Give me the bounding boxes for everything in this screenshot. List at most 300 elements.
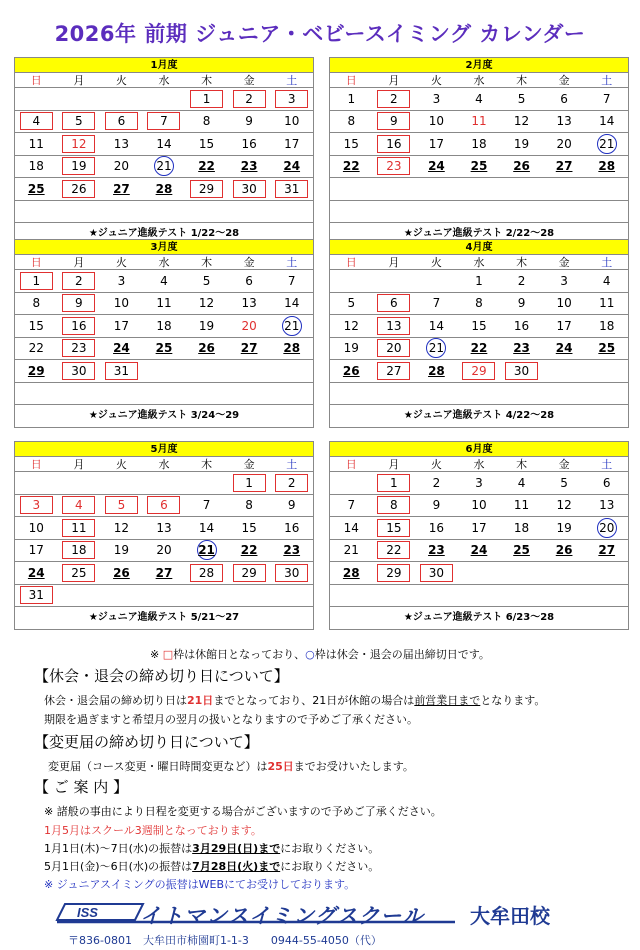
day-cell xyxy=(415,383,458,406)
day-number: 20 xyxy=(113,159,130,174)
day-number: 30 xyxy=(275,564,308,582)
weekday-header: 日 xyxy=(15,457,58,472)
day-cell xyxy=(543,472,586,495)
day-cell xyxy=(58,562,101,585)
day-number: 25 xyxy=(27,181,45,196)
day-number: 12 xyxy=(113,520,130,535)
day-cell xyxy=(185,201,228,224)
day-cell xyxy=(228,383,271,406)
day-number: 18 xyxy=(62,541,95,559)
day-number: 12 xyxy=(198,296,215,311)
day-cell xyxy=(185,338,228,361)
test-period: ★ジュニア進級テスト 6/23～28 xyxy=(403,612,555,623)
day-cell xyxy=(58,360,101,383)
day-cell xyxy=(185,585,228,608)
day-cell xyxy=(270,156,313,179)
day-number: 28 xyxy=(598,159,616,174)
day-cell xyxy=(585,517,628,540)
day-number: 13 xyxy=(113,136,130,151)
day-cell xyxy=(270,338,313,361)
day-number: 3 xyxy=(432,91,441,106)
day-cell xyxy=(100,156,143,179)
day-number: 28 xyxy=(428,363,445,378)
day-cell xyxy=(500,270,543,293)
day-cell xyxy=(585,585,628,608)
day-cell xyxy=(143,360,186,383)
day-cell xyxy=(373,585,416,608)
weekday-header: 木 xyxy=(500,457,543,472)
weekday-header: 火 xyxy=(415,255,458,270)
guide-line-3: 1月1日(木)～7日(水)の振替は3月29日(日)までにお取りください。 xyxy=(44,842,380,855)
day-number: 16 xyxy=(428,520,445,535)
day-number: 26 xyxy=(62,180,95,198)
day-number: 7 xyxy=(147,112,180,130)
month-calendar xyxy=(329,57,629,246)
day-cell xyxy=(500,472,543,495)
day-cell xyxy=(585,156,628,179)
day-cell xyxy=(100,585,143,608)
day-cell xyxy=(585,88,628,111)
month-label: 3月度 xyxy=(15,240,313,255)
day-cell xyxy=(100,495,143,518)
day-cell xyxy=(185,156,228,179)
day-number: 11 xyxy=(156,296,172,311)
day-cell xyxy=(330,156,373,179)
day-cell xyxy=(15,293,58,316)
day-cell xyxy=(100,540,143,563)
day-number: 23 xyxy=(513,341,530,356)
day-cell xyxy=(185,270,228,293)
day-cell xyxy=(58,540,101,563)
test-period: ★ジュニア進級テスト 3/24～29 xyxy=(88,410,240,421)
day-cell xyxy=(415,293,458,316)
day-cell xyxy=(100,88,143,111)
day-cell xyxy=(458,562,501,585)
day-number: 22 xyxy=(28,341,44,356)
day-number: 12 xyxy=(343,318,359,333)
day-cell xyxy=(185,133,228,156)
day-number: 28 xyxy=(155,181,173,196)
day-number: 19 xyxy=(198,318,215,333)
guide-line-4: 5月1日(金)～6日(水)の振替は7月28日(火)までにお取りください。 xyxy=(44,860,380,873)
day-number: 19 xyxy=(343,341,359,356)
day-number: 28 xyxy=(283,341,301,356)
day-number: 13 xyxy=(377,317,410,335)
test-period: ★ジュニア進級テスト 4/22～28 xyxy=(403,410,555,421)
day-number: 28 xyxy=(342,565,360,580)
day-number: 13 xyxy=(241,296,257,311)
test-period: ★ジュニア進級テスト 5/21～27 xyxy=(88,612,240,623)
month-label: 1月度 xyxy=(15,58,313,73)
month-calendar xyxy=(14,57,314,246)
weekday-header: 火 xyxy=(100,457,143,472)
weekday-header: 日 xyxy=(330,73,373,88)
weekday-header: 日 xyxy=(15,73,58,88)
day-cell xyxy=(270,201,313,224)
day-number: 7 xyxy=(287,273,296,288)
day-number: 13 xyxy=(556,114,572,129)
day-cell xyxy=(228,338,271,361)
day-cell xyxy=(458,156,501,179)
day-number: 20 xyxy=(377,339,410,357)
day-cell xyxy=(373,472,416,495)
day-number: 19 xyxy=(556,520,572,535)
day-cell xyxy=(15,517,58,540)
day-number: 6 xyxy=(377,294,410,312)
day-cell xyxy=(15,111,58,134)
day-number: 26 xyxy=(555,543,573,558)
day-cell xyxy=(58,293,101,316)
day-number: 25 xyxy=(598,341,616,356)
day-cell xyxy=(58,585,101,608)
month-calendar xyxy=(14,441,314,630)
day-cell xyxy=(143,562,186,585)
weekday-header: 金 xyxy=(228,73,271,88)
day-cell xyxy=(330,88,373,111)
day-number: 1 xyxy=(190,90,223,108)
day-cell xyxy=(185,383,228,406)
day-cell xyxy=(500,156,543,179)
day-number: 19 xyxy=(62,157,95,175)
day-cell xyxy=(543,315,586,338)
day-cell xyxy=(500,88,543,111)
day-cell xyxy=(373,178,416,201)
day-number: 23 xyxy=(428,543,445,558)
day-number: 9 xyxy=(377,112,410,130)
day-number: 10 xyxy=(556,296,572,311)
day-cell xyxy=(228,562,271,585)
day-number: 21 xyxy=(154,156,174,176)
month-label: 5月度 xyxy=(15,442,313,457)
day-cell xyxy=(543,495,586,518)
day-number: 2 xyxy=(377,90,410,108)
day-number: 20 xyxy=(556,136,572,151)
day-number: 27 xyxy=(113,181,130,196)
day-number: 24 xyxy=(555,341,573,356)
day-cell xyxy=(143,178,186,201)
weekday-header: 水 xyxy=(143,73,186,88)
day-cell xyxy=(458,293,501,316)
day-cell xyxy=(100,293,143,316)
weekday-header: 土 xyxy=(270,255,313,270)
day-number: 5 xyxy=(202,273,211,288)
day-cell xyxy=(143,156,186,179)
day-cell xyxy=(543,540,586,563)
day-cell xyxy=(500,360,543,383)
day-cell xyxy=(458,540,501,563)
day-cell xyxy=(228,293,271,316)
day-cell xyxy=(185,360,228,383)
day-number: 22 xyxy=(198,159,215,174)
day-cell xyxy=(458,270,501,293)
day-cell xyxy=(100,270,143,293)
day-cell xyxy=(500,562,543,585)
day-cell xyxy=(100,360,143,383)
day-cell xyxy=(458,517,501,540)
day-cell xyxy=(415,338,458,361)
day-cell xyxy=(543,562,586,585)
day-number: 1 xyxy=(233,474,266,492)
day-number: 5 xyxy=(560,475,568,490)
day-number: 5 xyxy=(62,112,95,130)
day-cell xyxy=(415,178,458,201)
day-cell xyxy=(373,338,416,361)
day-number: 9 xyxy=(62,294,95,312)
day-cell xyxy=(543,585,586,608)
day-cell xyxy=(543,517,586,540)
day-cell xyxy=(543,111,586,134)
day-number: 9 xyxy=(287,498,296,513)
day-cell xyxy=(543,156,586,179)
weekday-header: 日 xyxy=(15,255,58,270)
day-number: 2 xyxy=(517,273,526,288)
weekday-header: 月 xyxy=(58,255,101,270)
day-number: 11 xyxy=(471,114,487,129)
day-cell xyxy=(415,88,458,111)
day-cell xyxy=(228,540,271,563)
day-cell xyxy=(185,540,228,563)
day-number: 15 xyxy=(343,136,359,151)
month-label: 4月度 xyxy=(330,240,628,255)
day-number: 30 xyxy=(62,362,95,380)
day-number: 15 xyxy=(471,318,487,333)
day-cell xyxy=(228,133,271,156)
day-cell xyxy=(228,315,271,338)
day-number: 27 xyxy=(155,565,173,580)
day-cell xyxy=(270,562,313,585)
day-cell xyxy=(270,270,313,293)
day-cell xyxy=(270,133,313,156)
day-number: 28 xyxy=(190,564,223,582)
day-number: 25 xyxy=(155,341,173,356)
day-number: 26 xyxy=(198,341,215,356)
day-number: 16 xyxy=(377,135,410,153)
day-cell xyxy=(330,111,373,134)
day-cell xyxy=(330,540,373,563)
day-cell xyxy=(330,360,373,383)
day-number: 7 xyxy=(347,498,356,513)
day-number: 4 xyxy=(517,475,526,490)
day-number: 15 xyxy=(28,318,44,333)
day-cell xyxy=(415,201,458,224)
day-cell xyxy=(543,383,586,406)
day-number: 11 xyxy=(62,519,95,537)
day-number: 9 xyxy=(517,296,526,311)
day-number: 24 xyxy=(27,565,45,580)
day-cell xyxy=(100,315,143,338)
weekday-header: 金 xyxy=(228,255,271,270)
day-cell xyxy=(100,338,143,361)
day-cell xyxy=(15,156,58,179)
weekday-header: 火 xyxy=(415,73,458,88)
day-cell xyxy=(585,133,628,156)
day-cell xyxy=(15,360,58,383)
day-cell xyxy=(143,270,186,293)
day-cell xyxy=(228,156,271,179)
day-number: 17 xyxy=(556,318,572,333)
legend-note: ※ □枠は休館日となっており、○枠は休会・退会の届出締切日です。 xyxy=(150,648,490,661)
weekday-header: 金 xyxy=(228,457,271,472)
day-cell xyxy=(228,270,271,293)
day-number: 15 xyxy=(241,520,257,535)
day-cell xyxy=(373,270,416,293)
day-cell xyxy=(543,133,586,156)
day-cell xyxy=(143,517,186,540)
school-name: 大牟田校 xyxy=(470,904,550,928)
day-cell xyxy=(585,293,628,316)
day-cell xyxy=(458,338,501,361)
day-number: 30 xyxy=(233,180,266,198)
day-cell xyxy=(15,585,58,608)
day-number: 1 xyxy=(475,273,483,288)
weekday-header: 日 xyxy=(330,255,373,270)
day-number: 16 xyxy=(62,317,95,335)
day-number: 8 xyxy=(475,296,483,311)
page-title: 2026年 前期 ジュニア・ベビースイミング カレンダー xyxy=(54,22,586,46)
weekday-header: 日 xyxy=(330,457,373,472)
weekday-header: 土 xyxy=(585,73,628,88)
day-cell xyxy=(58,133,101,156)
day-number: 27 xyxy=(377,362,410,380)
day-number: 24 xyxy=(428,159,445,174)
day-number: 2 xyxy=(62,272,95,290)
day-cell xyxy=(270,88,313,111)
day-cell xyxy=(415,517,458,540)
day-cell xyxy=(373,201,416,224)
day-cell xyxy=(458,585,501,608)
day-cell xyxy=(15,495,58,518)
day-number: 6 xyxy=(245,273,253,288)
day-number: 2 xyxy=(432,475,441,490)
day-number: 21 xyxy=(426,338,446,358)
day-cell xyxy=(15,133,58,156)
weekday-header: 土 xyxy=(270,73,313,88)
day-cell xyxy=(373,315,416,338)
day-number: 4 xyxy=(475,91,483,106)
day-number: 6 xyxy=(602,475,611,490)
day-cell xyxy=(585,472,628,495)
day-number: 22 xyxy=(470,341,488,356)
day-cell xyxy=(228,495,271,518)
day-cell xyxy=(585,360,628,383)
weekday-header: 木 xyxy=(185,73,228,88)
day-cell xyxy=(500,338,543,361)
day-cell xyxy=(228,178,271,201)
day-number: 18 xyxy=(156,318,172,333)
day-cell xyxy=(373,293,416,316)
day-cell xyxy=(330,383,373,406)
day-number: 19 xyxy=(113,543,130,558)
day-cell xyxy=(500,517,543,540)
day-number: 26 xyxy=(113,565,130,580)
day-number: 8 xyxy=(32,296,41,311)
day-cell xyxy=(100,472,143,495)
day-number: 14 xyxy=(343,520,359,535)
day-number: 1 xyxy=(20,272,53,290)
day-number: 1 xyxy=(377,474,410,492)
weekday-header: 水 xyxy=(458,255,501,270)
day-cell xyxy=(185,517,228,540)
leave-heading: 【休会・退会の締め切り日について】 xyxy=(34,667,289,685)
weekday-header: 月 xyxy=(58,73,101,88)
day-cell xyxy=(270,472,313,495)
weekday-header: 月 xyxy=(58,457,101,472)
day-cell xyxy=(58,517,101,540)
guide-heading: 【 ご 案 内 】 xyxy=(34,778,129,796)
weekday-header: 火 xyxy=(415,457,458,472)
day-cell xyxy=(270,111,313,134)
weekday-header: 水 xyxy=(143,457,186,472)
day-cell xyxy=(373,562,416,585)
weekday-header: 火 xyxy=(100,73,143,88)
day-number: 21 xyxy=(597,134,617,154)
day-cell xyxy=(185,178,228,201)
day-number: 14 xyxy=(156,136,172,151)
day-cell xyxy=(185,472,228,495)
weekday-header: 木 xyxy=(185,255,228,270)
day-cell xyxy=(15,383,58,406)
day-cell xyxy=(143,201,186,224)
day-cell xyxy=(585,111,628,134)
day-cell xyxy=(58,495,101,518)
day-number: 7 xyxy=(602,91,611,106)
day-number: 29 xyxy=(190,180,223,198)
day-number: 29 xyxy=(27,363,45,378)
day-cell xyxy=(415,495,458,518)
day-number: 22 xyxy=(342,159,360,174)
day-number: 21 xyxy=(282,316,302,336)
day-cell xyxy=(543,270,586,293)
day-cell xyxy=(500,133,543,156)
day-number: 25 xyxy=(513,543,530,558)
day-cell xyxy=(15,472,58,495)
day-cell xyxy=(500,540,543,563)
day-number: 26 xyxy=(342,363,360,378)
weekday-header: 土 xyxy=(270,457,313,472)
month-calendar xyxy=(14,239,314,428)
day-cell xyxy=(585,178,628,201)
weekday-header: 月 xyxy=(373,255,416,270)
day-cell xyxy=(228,517,271,540)
day-number: 6 xyxy=(147,496,180,514)
day-cell xyxy=(415,472,458,495)
day-cell xyxy=(585,270,628,293)
day-cell xyxy=(585,540,628,563)
day-number: 8 xyxy=(202,114,211,129)
day-number: 4 xyxy=(62,496,95,514)
day-number: 18 xyxy=(599,318,615,333)
day-number: 24 xyxy=(113,341,130,356)
day-cell xyxy=(543,360,586,383)
day-number: 14 xyxy=(198,520,215,535)
day-cell xyxy=(543,338,586,361)
day-number: 3 xyxy=(117,273,126,288)
day-cell xyxy=(15,178,58,201)
day-cell xyxy=(270,315,313,338)
day-number: 30 xyxy=(420,564,453,582)
day-cell xyxy=(185,111,228,134)
day-cell xyxy=(15,562,58,585)
day-cell xyxy=(185,495,228,518)
day-number: 14 xyxy=(599,114,615,129)
day-number: 23 xyxy=(377,157,410,175)
day-cell xyxy=(143,315,186,338)
day-cell xyxy=(330,495,373,518)
day-cell xyxy=(373,383,416,406)
day-cell xyxy=(330,293,373,316)
day-cell xyxy=(330,201,373,224)
day-cell xyxy=(585,383,628,406)
